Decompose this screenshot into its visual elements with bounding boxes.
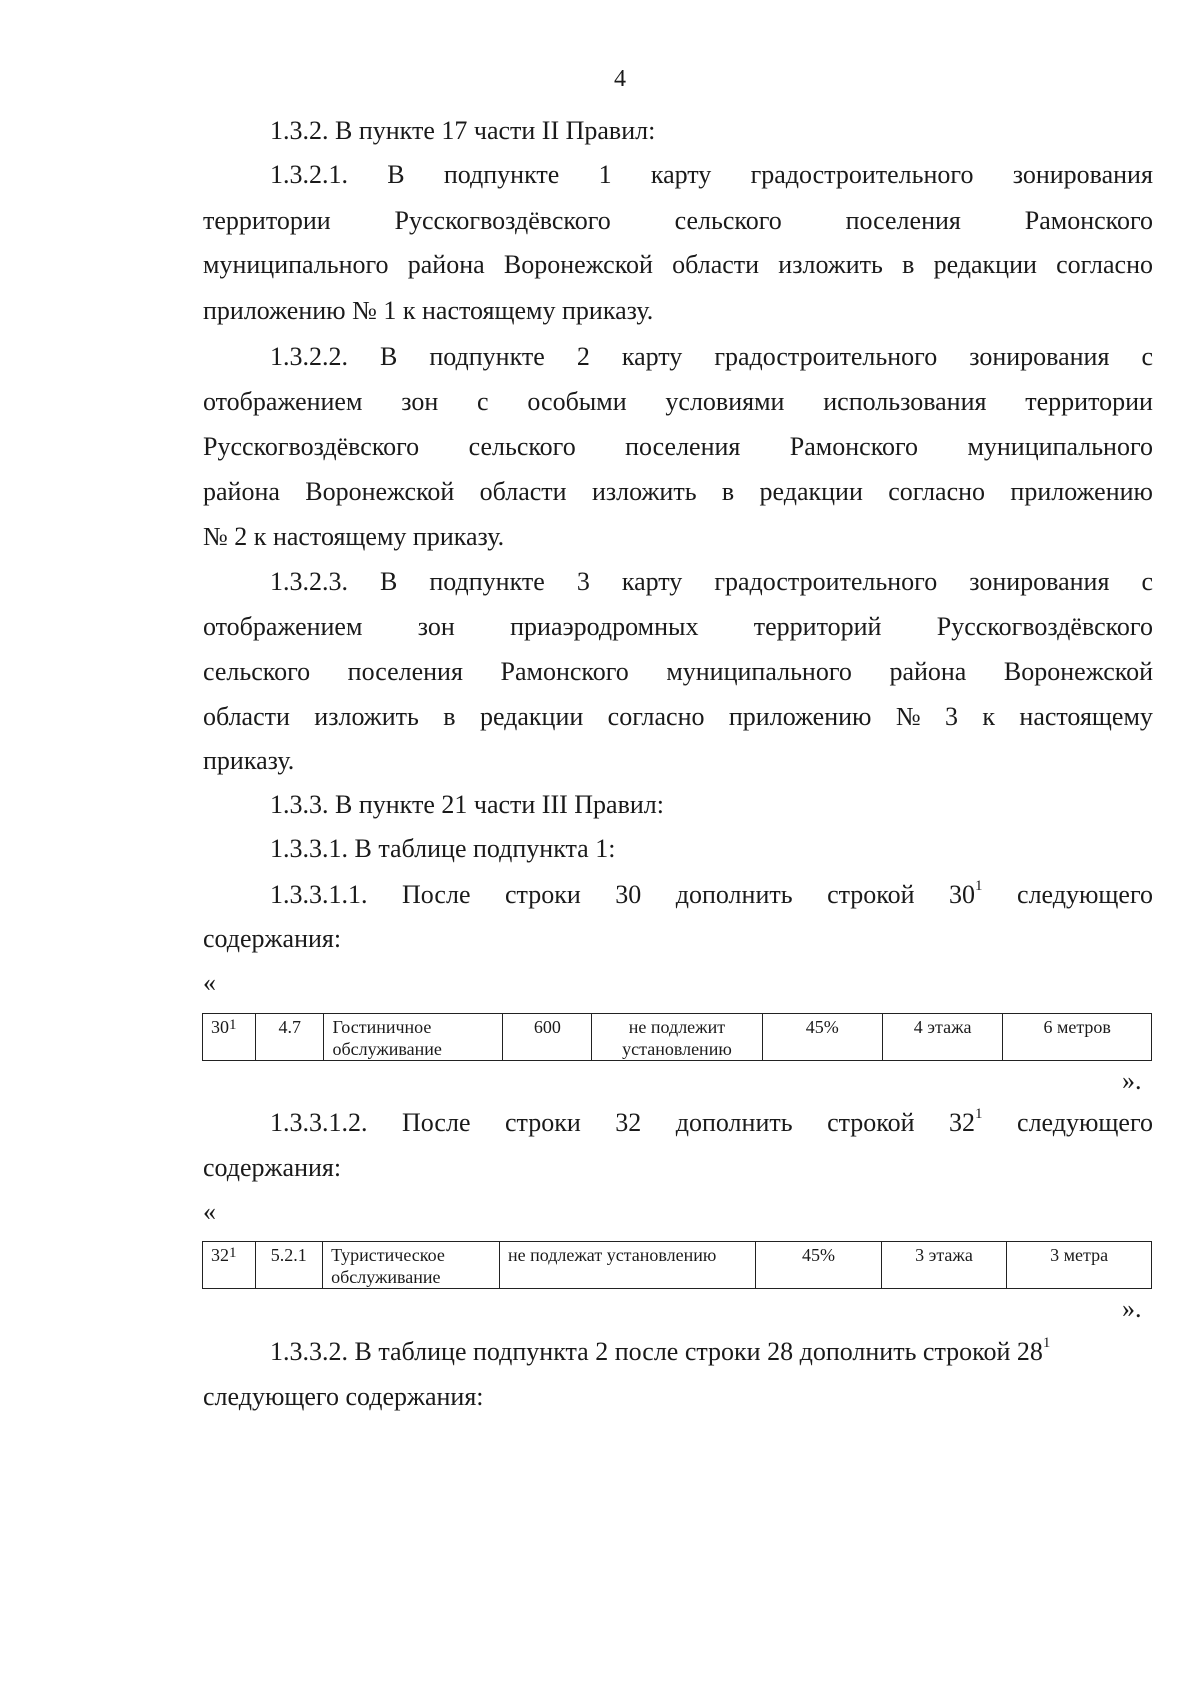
table-cell-height: 6 метров xyxy=(1003,1014,1152,1061)
table-cell-coverage: 45% xyxy=(756,1242,881,1289)
inserted-row-table-30-1 xyxy=(202,1013,1152,1061)
table-cell-use-type: Туристическое обслуживание xyxy=(323,1242,500,1289)
close-quote-2: ». xyxy=(1122,1294,1142,1323)
paragraph-1-3-3-2-line-1: 1.3.3.2. В таблице подпункта 2 после строки 28 дополнить строкой $28^1$ xyxy=(270,1335,1051,1366)
table-cell-use-type: Гостиничное обслуживание xyxy=(324,1014,503,1061)
paragraph-1-3-2-1-line-2: территории Русскогвоздёвского сельского поселения Рамонского xyxy=(203,206,1153,235)
paragraph-1-3-2-1-line-1: 1.3.2.1. В подпункте 1 карту градостроительного зонирования xyxy=(270,160,1153,189)
open-quote-1: « xyxy=(203,968,216,997)
close-quote-1: ». xyxy=(1122,1066,1142,1095)
paragraph-1-3-3-1-2-line-1: 1.3.3.1.2. После строки 32 дополнить строкой $32^1$ следующего xyxy=(270,1106,1153,1137)
open-quote-2: « xyxy=(203,1197,216,1226)
paragraph-1-3-2-2-line-2: отображением зон с особыми условиями использования территории xyxy=(203,387,1153,416)
table-cell-coverage: 45% xyxy=(762,1014,882,1061)
table-cell-max-area: не подлежит установлению xyxy=(592,1014,762,1061)
paragraph-1-3-2-3-line-3: сельского поселения Рамонского муниципального района Воронежской xyxy=(203,657,1153,686)
paragraph-1-3-3-1: 1.3.3.1. В таблице подпункта 1: xyxy=(270,834,616,863)
inserted-row-table-32-1 xyxy=(202,1241,1152,1289)
table-cell-row-number: $32^1$ xyxy=(203,1242,256,1289)
table-cell-code: 5.2.1 xyxy=(255,1242,323,1289)
paragraph-1-3-2-2-line-5: № 2 к настоящему приказу. xyxy=(203,522,505,551)
paragraph-1-3-2-3-line-1: 1.3.2.3. В подпункте 3 карту градостроительного зонирования с xyxy=(270,567,1153,596)
table-cell-height: 3 метра xyxy=(1007,1242,1152,1289)
paragraph-1-3-2-3-line-2: отображением зон приаэродромных территорий Русскогвоздёвского xyxy=(203,612,1153,641)
table-cell-code: 4.7 xyxy=(256,1014,324,1061)
paragraph-1-3-2-1-line-4: приложению № 1 к настоящему приказу. xyxy=(203,296,654,325)
paragraph-1-3-3-1-2-line-2: содержания: xyxy=(203,1153,342,1182)
paragraph-1-3-3-2-line-2: следующего содержания: xyxy=(203,1382,484,1411)
table-cell-row-number: $30^1$ xyxy=(203,1014,256,1061)
paragraph-1-3-3-1-1-line-1: 1.3.3.1.1. После строки 30 дополнить строкой $30^1$ следующего xyxy=(270,878,1153,909)
table-row xyxy=(203,1014,1152,1061)
paragraph-1-3-2-2-line-4: района Воронежской области изложить в редакции согласно приложению xyxy=(203,477,1153,506)
table-row xyxy=(203,1242,1152,1289)
paragraph-1-3-2-2-line-3: Русскогвоздёвского сельского поселения Рамонского муниципального xyxy=(203,432,1153,461)
paragraph-1-3-3-1-1-line-2: содержания: xyxy=(203,924,342,953)
paragraph-1-3-2: 1.3.2. В пункте 17 части II Правил: xyxy=(270,116,656,145)
paragraph-1-3-3: 1.3.3. В пункте 21 части III Правил: xyxy=(270,790,664,819)
paragraph-1-3-2-3-line-4: области изложить в редакции согласно приложению № 3 к настоящему xyxy=(203,702,1153,731)
table-cell-floors: 3 этажа xyxy=(881,1242,1006,1289)
page-number: 4 xyxy=(614,66,626,92)
table-cell-floors: 4 этажа xyxy=(882,1014,1002,1061)
paragraph-1-3-2-1-line-3: муниципального района Воронежской области изложить в редакции согласно xyxy=(203,250,1153,279)
table-cell-area: не подлежат установлению xyxy=(500,1242,756,1289)
table-cell-min-area: 600 xyxy=(503,1014,592,1061)
paragraph-1-3-2-2-line-1: 1.3.2.2. В подпункте 2 карту градостроительного зонирования с xyxy=(270,342,1153,371)
paragraph-1-3-2-3-line-5: приказу. xyxy=(203,746,295,775)
